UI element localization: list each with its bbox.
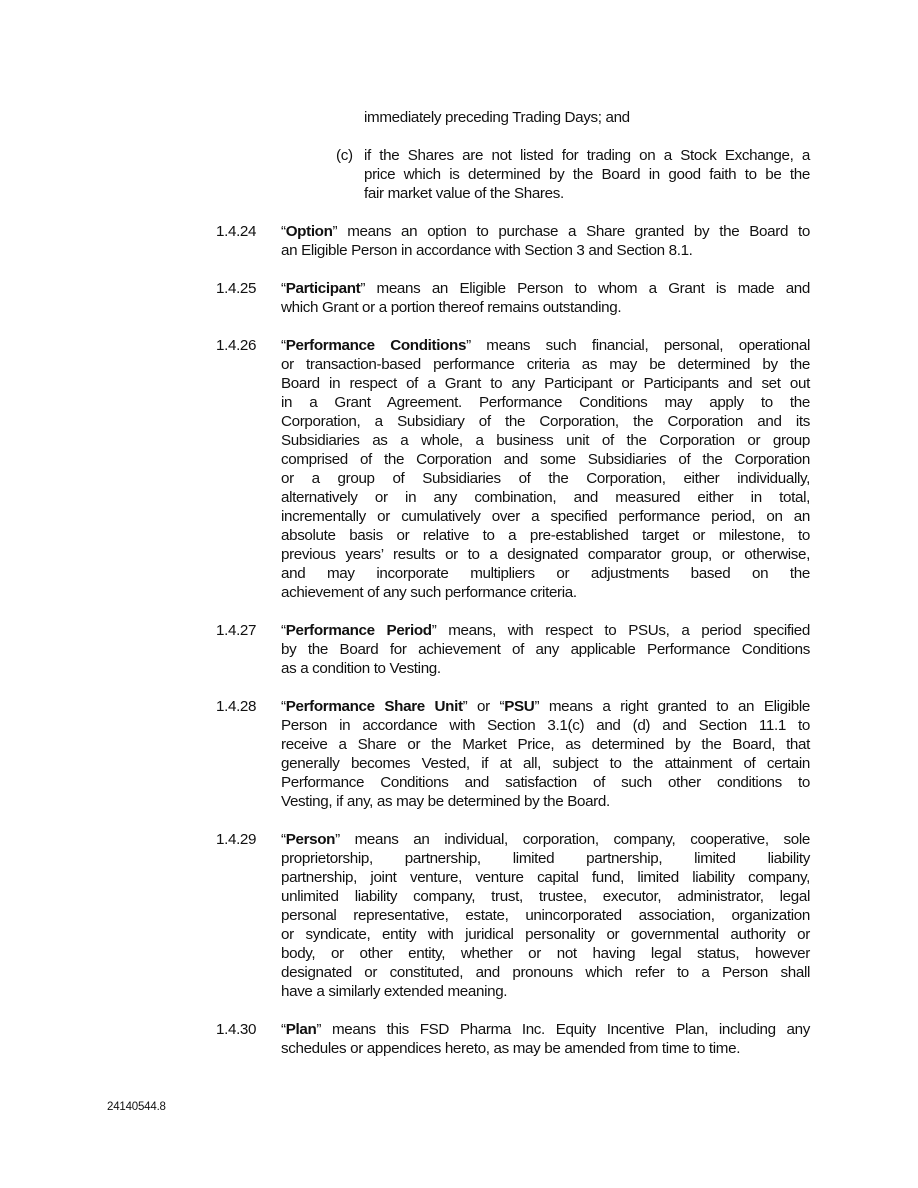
text-line [364,165,810,184]
text-span: ” or “ [462,698,505,715]
text-span: as a condition to Vesting. [281,660,441,677]
text-line [281,887,810,906]
defined-term: PSU [504,698,535,715]
text-line [281,640,810,659]
text-span: Board in respect of a Grant to any Participant or Participants and set out [281,375,810,392]
text-span: ” means a right granted to an Eligible [534,698,811,715]
text-span: by the Board for achievement of any applicable Performance Conditions [281,641,810,658]
text-span: which Grant or a portion thereof remains outstanding. [281,299,622,316]
text-line [281,906,810,925]
defined-term: Plan [285,1021,317,1038]
paragraph-text [281,621,810,678]
text-line [281,450,810,469]
defined-term: Person [285,831,336,848]
text-span: fair market value of the Shares. [364,185,564,202]
text-line [364,146,810,165]
text-span: “ [281,698,286,715]
section-number: 1.4.29 [216,831,257,848]
text-line [364,108,810,127]
text-span: receive a Share or the Market Price, as determined by the Board, that [281,736,810,753]
text-line [281,393,810,412]
text-span: Person in accordance with Section 3.1(c) and (d) and Section 11.1 to [281,717,810,734]
text-line [281,944,810,963]
text-line [281,830,810,849]
text-line [281,355,810,374]
text-line [281,279,810,298]
text-line [364,184,810,203]
text-span: price which is determined by the Board in good faith to be the [364,166,810,183]
text-span: unlimited liability company, trust, trustee, executor, administrator, legal [281,888,810,905]
text-line [281,564,810,583]
text-span: ” means such financial, personal, operational [466,337,810,354]
text-span: Vesting, if any, as may be determined by the Board. [281,793,610,810]
text-line [281,1039,810,1058]
text-span: generally becomes Vested, if at all, subject to the attainment of certain [281,755,810,772]
text-line [281,792,810,811]
text-line [281,754,810,773]
subclause-c [0,146,918,203]
definition-1-4-30 [0,1020,918,1058]
text-line [281,735,810,754]
definition-1-4-24 [0,222,918,260]
text-line [281,773,810,792]
text-line [281,963,810,982]
text-span: proprietorship, partnership, limited partnership, limited liability [281,850,810,867]
text-span: in a Grant Agreement. Performance Conditions may apply to the [281,394,810,411]
text-span: comprised of the Corporation and some Subsidiaries of the Corporation [281,451,810,468]
text-line [281,697,810,716]
paragraph-text [364,146,810,203]
text-line [281,1020,810,1039]
text-span: alternatively or in any combination, and measured either in total, [281,489,810,506]
text-span: or a group of Subsidiaries of the Corporation, either individually, [281,470,810,487]
text-span: body, or other entity, whether or not having legal status, however [281,945,810,962]
text-span: designated or constituted, and pronouns which refer to a Person shall [281,964,810,981]
text-span: “ [281,1021,286,1038]
text-span: an Eligible Person in accordance with Section 3 and Section 8.1. [281,242,693,259]
text-span: ” means an Eligible Person to whom a Grant is made and [360,280,810,297]
text-line [281,507,810,526]
text-line [281,222,810,241]
text-span: ” means an individual, corporation, company, cooperative, sole [335,831,810,848]
defined-term: Performance Period [285,622,432,639]
section-number: (c) [336,147,353,164]
text-span: or transaction-based performance criteria as may be determined by the [281,356,810,373]
text-span: ” means, with respect to PSUs, a period specified [431,622,810,639]
text-span: “ [281,622,286,639]
paragraph-text [281,697,810,811]
text-line [281,374,810,393]
section-number: 1.4.25 [216,280,257,297]
definition-1-4-27 [0,621,918,678]
definition-1-4-28 [0,697,918,811]
paragraph-text [281,336,810,602]
text-span: “ [281,280,286,297]
section-number: 1.4.24 [216,223,257,240]
text-span: ” means this FSD Pharma Inc. Equity Incentive Plan, including any [316,1021,810,1038]
text-span: personal representative, estate, unincorporated association, organization [281,907,810,924]
text-span: Performance Conditions and satisfaction of such other conditions to [281,774,810,791]
document-page [0,108,918,1077]
text-span: Corporation, a Subsidiary of the Corporation, the Corporation and its [281,413,810,430]
text-line [281,849,810,868]
text-line [281,868,810,887]
text-span: incrementally or cumulatively over a specified performance period, on an [281,508,810,525]
section-number: 1.4.27 [216,622,257,639]
definition-1-4-26 [0,336,918,602]
text-line [281,241,810,260]
text-span: or syndicate, entity with juridical personality or governmental authority or [281,926,810,943]
text-line [281,412,810,431]
section-number: 1.4.26 [216,337,257,354]
text-line [281,298,810,317]
section-number: 1.4.30 [216,1021,257,1038]
text-line [281,431,810,450]
paragraph-text [281,279,810,317]
text-line [281,659,810,678]
text-span: “ [281,831,286,848]
text-span: ” means an option to purchase a Share granted by the Board to [332,223,810,240]
text-span: if the Shares are not listed for trading on a Stock Exchange, a [364,147,810,164]
text-line [281,488,810,507]
text-line [281,583,810,602]
definition-1-4-25 [0,279,918,317]
paragraph-text [281,830,810,1001]
text-span: absolute basis or relative to a pre-established target or milestone, to [281,527,810,544]
paragraph-text [281,1020,810,1058]
text-line [281,925,810,944]
text-line [281,545,810,564]
defined-term: Performance Conditions [285,337,467,354]
text-span: immediately preceding Trading Days; and [364,109,630,126]
defined-term: Performance Share Unit [285,698,463,715]
text-line [281,469,810,488]
document-id: 24140544.8 [107,1101,166,1113]
text-line [281,716,810,735]
text-line [281,982,810,1001]
text-span: have a similarly extended meaning. [281,983,508,1000]
text-span: “ [281,223,286,240]
text-span: and may incorporate multipliers or adjustments based on the [281,565,810,582]
text-line [281,621,810,640]
text-span: previous years’ results or to a designated comparator group, or otherwise, [281,546,810,563]
definition-1-4-29 [0,830,918,1001]
paragraph-text [281,222,810,260]
text-span: schedules or appendices hereto, as may be amended from time to time. [281,1040,741,1057]
text-span: achievement of any such performance criteria. [281,584,577,601]
defined-term: Option [285,223,333,240]
paragraph-text [364,108,810,127]
text-span: “ [281,337,286,354]
section-number: 1.4.28 [216,698,257,715]
text-span: Subsidiaries as a whole, a business unit of the Corporation or group [281,432,810,449]
defined-term: Participant [285,280,361,297]
text-span: partnership, joint venture, venture capital fund, limited liability company, [281,869,810,886]
continuation-text [0,108,918,127]
text-line [281,526,810,545]
text-line [281,336,810,355]
